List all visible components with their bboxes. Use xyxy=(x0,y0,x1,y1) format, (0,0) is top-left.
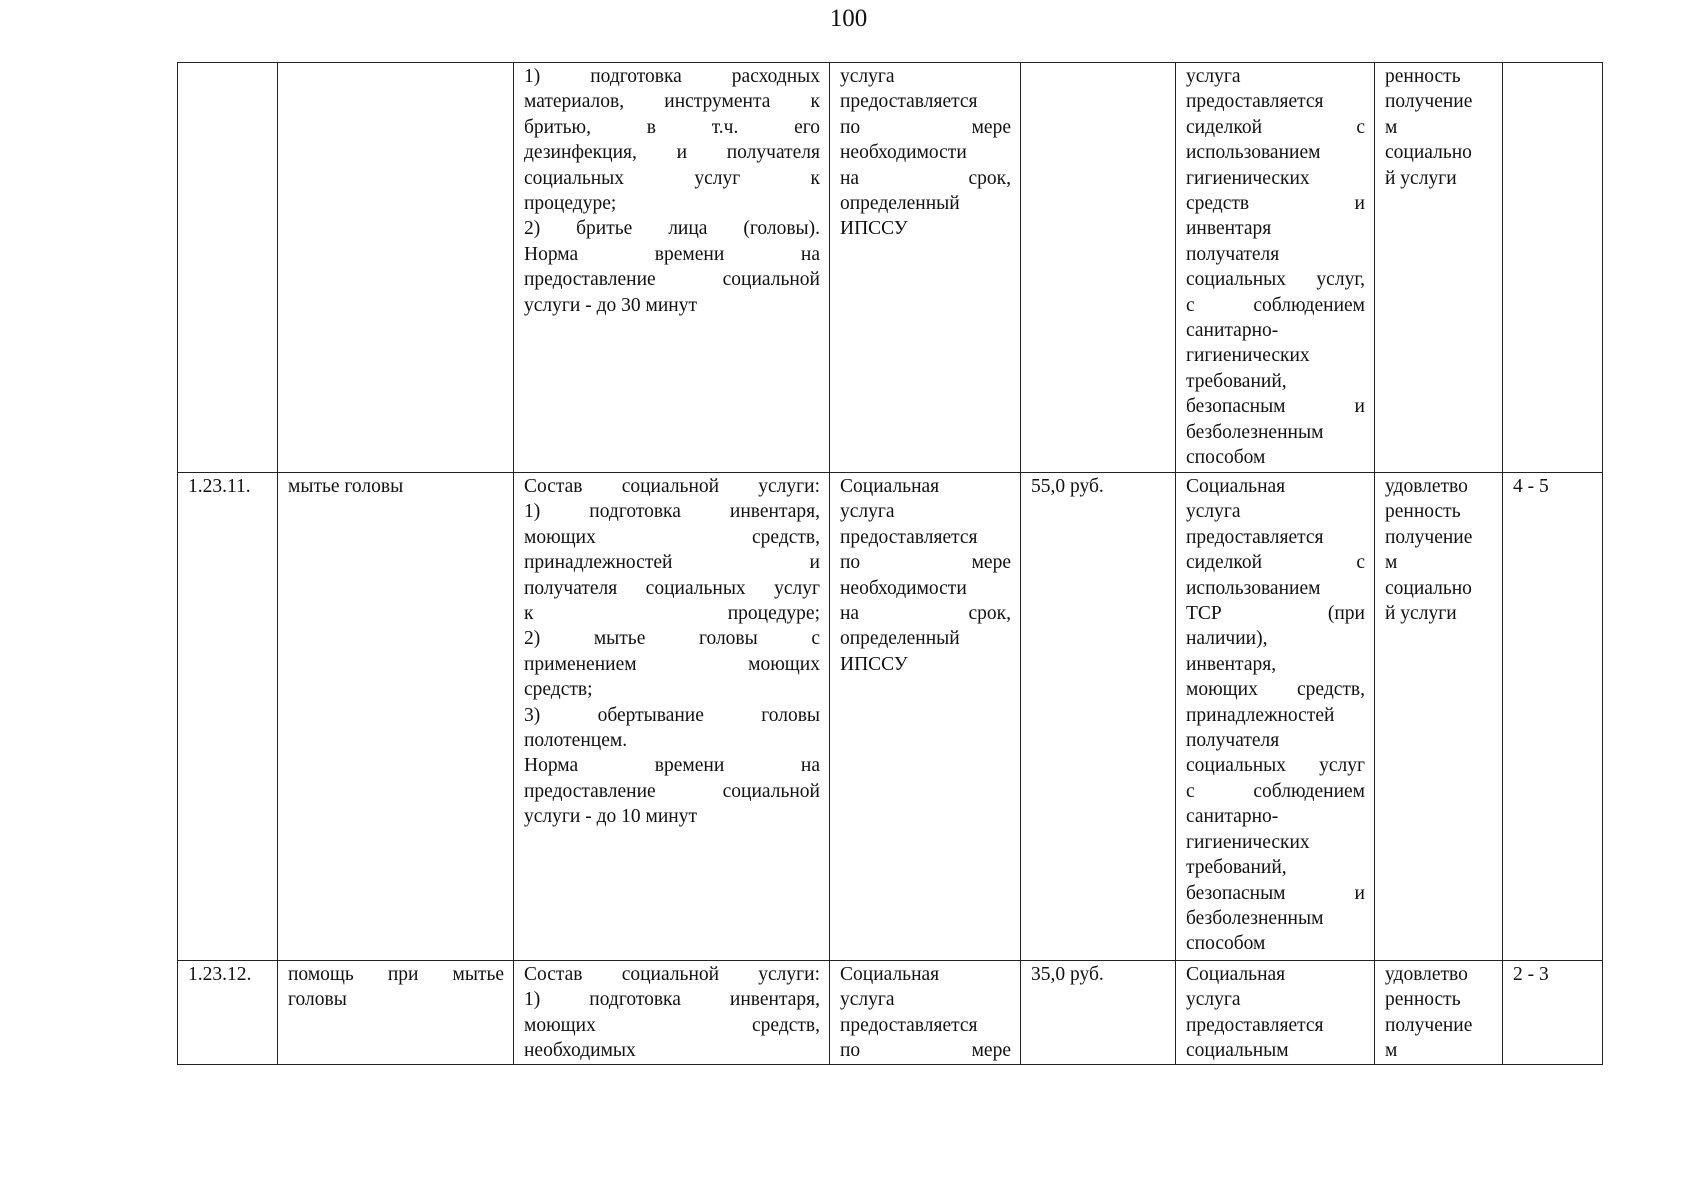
cell-text-line: удовлетво xyxy=(1385,476,1468,497)
cell-text-line: м xyxy=(1385,552,1398,574)
cell-text-line: средств; xyxy=(524,679,593,701)
cell-text-line: предоставляется xyxy=(840,526,978,548)
service-frequency-cell xyxy=(830,473,1021,961)
cell-text-line: необходимости xyxy=(840,577,967,599)
cell-text-line: инвентаря, xyxy=(1186,653,1277,675)
cell-text-line: санитарно- xyxy=(1186,320,1279,342)
cell-text-line: по мере xyxy=(840,116,1011,138)
cell-text-line: средств и xyxy=(1186,193,1365,215)
cell-text-line: услуга xyxy=(1186,501,1241,523)
service-score-cell xyxy=(1503,63,1603,473)
service-price-cell xyxy=(1021,63,1176,473)
service-evaluation-cell xyxy=(1375,961,1503,1065)
cell-text-line: услуга xyxy=(840,501,895,523)
cell-text-line: принадлежностей xyxy=(1186,704,1335,726)
cell-text-line: к процедуре; xyxy=(524,603,820,625)
cell-text-line: по мере xyxy=(840,552,1011,574)
cell-text-line: требований, xyxy=(1186,857,1287,879)
cell-text-line: 1) подготовка инвентаря, xyxy=(524,501,820,523)
cell-text-line: по мере xyxy=(840,1040,1011,1062)
cell-text-line: ИПССУ xyxy=(840,653,908,675)
cell-text-line: на срок, xyxy=(840,603,1011,625)
cell-text-line: на срок, xyxy=(840,167,1011,189)
table-row xyxy=(178,473,1603,961)
service-code-cell xyxy=(178,961,278,1065)
cell-text-line: услуга xyxy=(1186,989,1241,1011)
service-code-cell xyxy=(178,63,278,473)
cell-text-line: удовлетво xyxy=(1385,964,1468,985)
service-frequency-cell xyxy=(830,961,1021,1065)
cell-text-line: материалов, инструмента к xyxy=(524,91,820,113)
cell-text-line: Состав социальной услуги: xyxy=(524,476,820,497)
service-composition-cell xyxy=(514,961,830,1065)
cell-text-line: ренность xyxy=(1385,501,1461,523)
cell-text-line: определенный xyxy=(840,628,960,650)
cell-text-line: использованием xyxy=(1186,142,1321,164)
cell-text-line: применением моющих xyxy=(524,653,820,675)
cell-text: 4 - 5 xyxy=(1513,476,1549,497)
cell-text-line: Социальная xyxy=(1186,964,1286,985)
cell-text-line: социально xyxy=(1385,577,1472,599)
cell-text-line: м xyxy=(1385,116,1398,138)
cell-text-line: й услуги xyxy=(1385,603,1457,625)
cell-text-line: безболезненным xyxy=(1186,421,1324,443)
service-price-cell xyxy=(1021,473,1176,961)
service-conditions-cell xyxy=(1176,961,1375,1065)
table-row xyxy=(178,961,1603,1065)
cell-text-line: сиделкой с xyxy=(1186,116,1365,138)
cell-text-line: требований, xyxy=(1186,370,1287,392)
service-name-cell xyxy=(278,473,514,961)
cell-text-line: й услуги xyxy=(1385,167,1457,189)
cell-text-line: помощь при мытье xyxy=(288,964,504,985)
service-name-cell xyxy=(278,63,514,473)
table-row xyxy=(178,63,1603,473)
cell-text-line: Социальная xyxy=(1186,476,1286,497)
cell-text-line: 2) бритье лица (головы). xyxy=(524,218,820,240)
service-evaluation-cell xyxy=(1375,63,1503,473)
cell-text-line: 1) подготовка расходных xyxy=(524,66,820,87)
cell-text-line: способом xyxy=(1186,447,1266,469)
service-price-cell xyxy=(1021,961,1176,1065)
cell-text-line: Социальная xyxy=(840,964,940,985)
cell-text: 1.23.12. xyxy=(188,964,252,985)
cell-text-line: социальным xyxy=(1186,1040,1289,1062)
cell-text-line: предоставление социальной xyxy=(524,269,820,291)
cell-text-line: Норма времени на xyxy=(524,243,820,265)
cell-text-line: безболезненным xyxy=(1186,907,1324,929)
cell-text-line: ТСР (при xyxy=(1186,603,1365,625)
cell-text-line: социальных услуг к xyxy=(524,167,820,189)
cell-text-line: услуга xyxy=(840,66,895,87)
table-body xyxy=(178,63,1603,1065)
cell-text-line: мытье головы xyxy=(288,476,404,497)
cell-text-line: Социальная xyxy=(840,476,940,497)
page-number: 100 xyxy=(829,5,868,32)
cell-text-line: с соблюдением xyxy=(1186,294,1365,316)
cell-text-line: получателя социальных услуг xyxy=(524,577,820,599)
cell-text-line: использованием xyxy=(1186,577,1321,599)
cell-text: 2 - 3 xyxy=(1513,964,1549,985)
cell-text-line: услуги - до 10 минут xyxy=(524,806,697,828)
cell-text-line: с соблюдением xyxy=(1186,780,1365,802)
cell-text-line: бритью, в т.ч. его xyxy=(524,116,820,138)
cell-text-line: ренность xyxy=(1385,989,1461,1011)
cell-text-line: безопасным и xyxy=(1186,882,1365,904)
cell-text-line: услуга xyxy=(840,989,895,1011)
service-score-cell xyxy=(1503,473,1603,961)
service-conditions-cell xyxy=(1176,63,1375,473)
cell-text-line: социальных услуг, xyxy=(1186,269,1365,291)
cell-text: 35,0 руб. xyxy=(1031,964,1104,985)
cell-text-line: м xyxy=(1385,1040,1398,1062)
cell-text-line: принадлежностей и xyxy=(524,552,820,574)
cell-text-line: 2) мытье головы с xyxy=(524,628,820,650)
cell-text-line: гигиенических xyxy=(1186,831,1310,853)
cell-text-line: получение xyxy=(1385,1014,1473,1036)
cell-text-line: услуги - до 30 минут xyxy=(524,294,697,316)
cell-text-line: наличии), xyxy=(1186,628,1268,650)
cell-text-line: санитарно- xyxy=(1186,806,1279,828)
cell-text-line: предоставляется xyxy=(1186,1014,1324,1036)
cell-text-line: ренность xyxy=(1385,66,1461,87)
cell-text-line: гигиенических xyxy=(1186,167,1310,189)
cell-text-line: моющих средств, xyxy=(524,526,820,548)
cell-text-line: гигиенических xyxy=(1186,345,1310,367)
cell-text-line: услуга xyxy=(1186,66,1241,87)
cell-text-line: социально xyxy=(1385,142,1472,164)
service-conditions-cell xyxy=(1176,473,1375,961)
cell-text-line: социальных услуг xyxy=(1186,755,1365,777)
cell-text-line: инвентаря xyxy=(1186,218,1272,240)
service-name-cell xyxy=(278,961,514,1065)
cell-text-line: 3) обертывание головы xyxy=(524,704,820,726)
cell-text-line: получение xyxy=(1385,526,1473,548)
cell-text: 55,0 руб. xyxy=(1031,476,1104,497)
cell-text: 1.23.11. xyxy=(188,476,251,497)
service-code-cell xyxy=(178,473,278,961)
cell-text-line: дезинфекция, и получателя xyxy=(524,142,820,164)
cell-text-line: полотенцем. xyxy=(524,730,628,752)
cell-text-line: безопасным и xyxy=(1186,396,1365,418)
cell-text-line: ИПССУ xyxy=(840,218,908,240)
services-table xyxy=(177,62,1603,1065)
cell-text-line: сиделкой с xyxy=(1186,552,1365,574)
cell-text-line: предоставляется xyxy=(1186,91,1324,113)
service-composition-cell xyxy=(514,63,830,473)
cell-text-line: головы xyxy=(288,989,347,1011)
service-composition-cell xyxy=(514,473,830,961)
cell-text-line: моющих средств, xyxy=(524,1014,820,1036)
cell-text-line: способом xyxy=(1186,933,1266,955)
cell-text-line: предоставляется xyxy=(840,91,978,113)
cell-text-line: моющих средств, xyxy=(1186,679,1365,701)
cell-text-line: 1) подготовка инвентаря, xyxy=(524,989,820,1011)
cell-text-line: предоставляется xyxy=(840,1014,978,1036)
cell-text-line: получателя xyxy=(1186,243,1280,265)
cell-text-line: получение xyxy=(1385,91,1473,113)
service-score-cell xyxy=(1503,961,1603,1065)
cell-text-line: необходимости xyxy=(840,142,967,164)
cell-text-line: предоставляется xyxy=(1186,526,1324,548)
cell-text-line: процедуре; xyxy=(524,193,617,215)
cell-text-line: необходимых xyxy=(524,1040,636,1062)
service-frequency-cell xyxy=(830,63,1021,473)
cell-text-line: предоставление социальной xyxy=(524,780,820,802)
cell-text-line: определенный xyxy=(840,193,960,215)
service-evaluation-cell xyxy=(1375,473,1503,961)
cell-text-line: получателя xyxy=(1186,730,1280,752)
cell-text-line: Состав социальной услуги: xyxy=(524,964,820,985)
cell-text-line: Норма времени на xyxy=(524,755,820,777)
